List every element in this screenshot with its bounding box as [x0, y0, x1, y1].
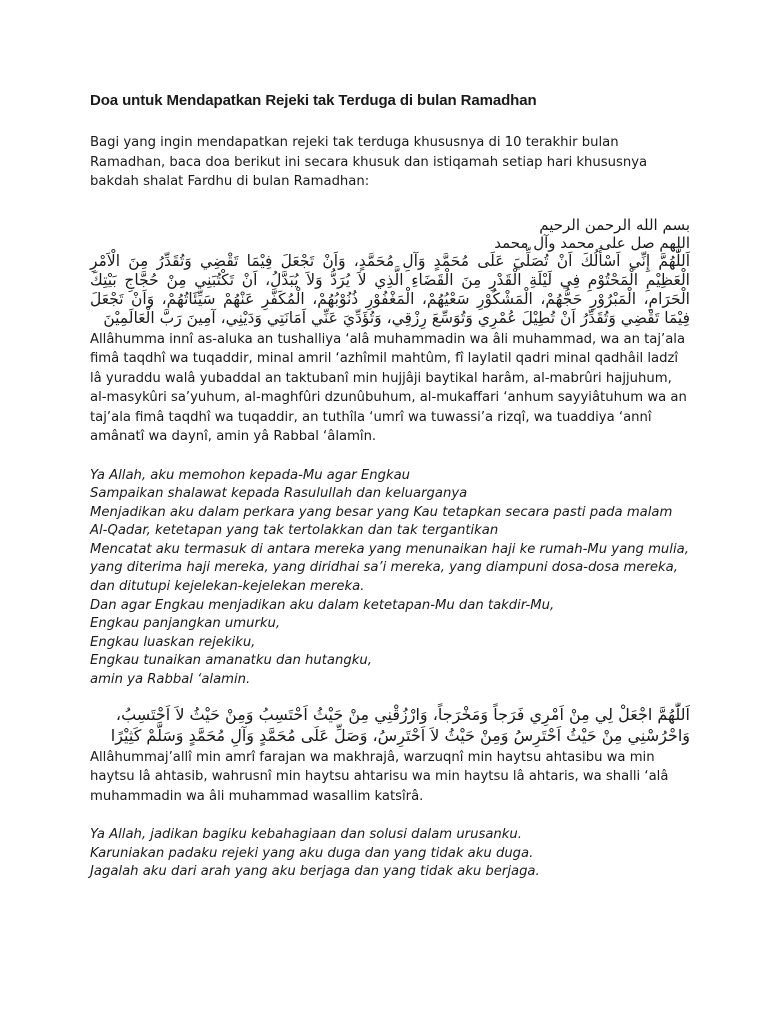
- doa1-arabic-block: [90, 216, 690, 328]
- doa1-translation: [90, 467, 690, 690]
- translation-line: Mencatat aku termasuk di antara mereka yang menunaikan haji ke rumah-Mu yang mulia, yang diterima haji mereka, yang diridhai sa’i mereka, yang diampuni dosa-dosa mereka, dan ditutupi kejelekan-kejelekan mereka.: [90, 541, 689, 595]
- doa1-arabic-text: اَللّٰهُمَّ إِنِّي اَسْأَلُكَ اَنْ تُصَلِّيَ عَلَى مُحَمَّدٍ وَآلِ مُحَمَّدٍ، وَاَنْ تَجْعَلَ فِيْمَا تَقْضِي وَتُقَدِّرُ مِنَ الْاَمْرِ الْعَظِيْمِ الْمَحْتُوْمِ فِي لَيْلَةِ الْقَدْرِ مِنَ الْقَضَاءِ الَّذِي لاَ يُرَدُّ وَلاَ يُبَدَّلُ، اَنْ تَكْتُبَنِي مِنْ حُجَّاجِ بَيْتِكَ الْحَرَامِ، الْمَبْرُوْرِ حَجُّهُمْ، الْمَشْكُوْرِ سَعْيُهُمْ، الْمَغْفُوْرِ ذُنُوْبُهُمْ، الْمُكَفَّرِ عَنْهُمْ سَيِّئَاتُهُمْ، وَاَنْ تَجْعَلَ فِيْمَا تَقْضِي وَتُقَدِّرُ اَنْ تُطِيْلَ عُمْرِي وَتُوَسِّعَ رِزْقِي، وَتُؤَدِّيَ عَنِّي اَمَانَتِي وَدَيْنِي، آمِينَ رَبَّ الْعَالَمِيْنَ: [90, 251, 690, 327]
- translation-line: Engkau luaskan rejekiku,: [90, 634, 256, 650]
- translation-line: Engkau panjangkan umurku,: [90, 616, 281, 632]
- translation-line: Dan agar Engkau menjadikan aku dalam ketetapan-Mu dan takdir-Mu,: [90, 597, 555, 613]
- translation-line: Menjadikan aku dalam perkara yang besar yang Kau tetapkan secara pasti pada malam Al-Qadar, ketetapan yang tak tertolakkan dan tak tergantikan: [90, 504, 673, 539]
- doa1-transliteration: Allâhumma innî as-aluka an tushalliya ‘alâ muhammadin wa âli muhammad, wa an taj’ala fimâ taqdhî wa tuqaddir, minal amril ‘azhîmil mahtûm, fî laylatil qadri minal qadhâil ladzî lâ yuraddu walâ yubaddal an taktubanî min hujjâji baytikal harâm, al-mabrûri hajjuhum, al-masykûri sa’yuhum, al-maghfûri dzunûbuhum, al-mukaffari ‘anhum sayyiâtuhum wa an taj’ala fimâ taqdhî wa tuqaddir, an tuthîla ‘umrî wa tuwassi’a rizqî, wa tuaddiya ‘annî amânatî wa daynî, amin yâ Rabbal ‘âlamîn.: [90, 331, 687, 444]
- doa2-translation: [90, 826, 690, 882]
- translation-line: Sampaikan shalawat kepada Rasulullah dan keluarganya: [90, 486, 468, 502]
- translation-line: Jagalah aku dari arah yang aku berjaga dan yang tidak aku berjaga.: [90, 864, 540, 880]
- doa2-transliteration: Allâhummaj’allî min amrî farajan wa makhrajâ, warzuqnî min haytsu ahtasibu wa min haytsu lâ ahtasib, wahrusnî min haytsu ahtarisu wa min haytsu lâ ahtaris, wa shalli ‘alâ muhammadin wa âli muhammad wasallim katsîrâ.: [90, 749, 669, 804]
- translation-line: Engkau tunaikan amanatku dan hutangku,: [90, 653, 372, 669]
- translation-line: amin ya Rabbal ‘alamin.: [90, 672, 251, 688]
- translation-line: Karuniakan padaku rejeki yang aku duga dan yang tidak aku duga.: [90, 845, 534, 861]
- doa2-arabic-text: اَللّٰهُمَّ اجْعَلْ لِي مِنْ اَمْرِي فَرَجاً وَمَخْرَجاً، وَارْزُقْنِي مِنْ حَيْثُ اَحْتَسِبُ وَمِنْ حَيْثُ لاَ اَحْتَسِبُ، وَاحْرُسْنِي مِنْ حَيْثُ اَحْتَرِسُ وَمِنْ حَيْثُ لاَ اَحْتَرِسُ، وَصَلِّ عَلَى مُحَمَّدٍ وَآلِ مُحَمَّدٍ وَسَلَّمْ كَثِيْرًا: [110, 704, 690, 745]
- shalawat: اللهم صل على محمد وآل محمد: [494, 233, 690, 252]
- document-title: Doa untuk Mendapatkan Rejeki tak Terduga di bulan Ramadhan: [90, 92, 537, 109]
- intro-paragraph: Bagi yang ingin mendapatkan rejeki tak terduga khususnya di 10 terakhir bulan Ramadhan, baca doa berikut ini secara khusuk dan istiqamah setiap hari khususnya bakdah shalat Fardhu di bulan Ramadhan:: [90, 135, 648, 189]
- document-page: [90, 92, 690, 882]
- translation-line: Ya Allah, aku memohon kepada-Mu agar Engkau: [90, 467, 411, 483]
- translation-line: Ya Allah, jadikan bagiku kebahagiaan dan solusi dalam urusanku.: [90, 827, 522, 843]
- basmalah: بسم الله الرحمن الرحيم: [539, 215, 690, 234]
